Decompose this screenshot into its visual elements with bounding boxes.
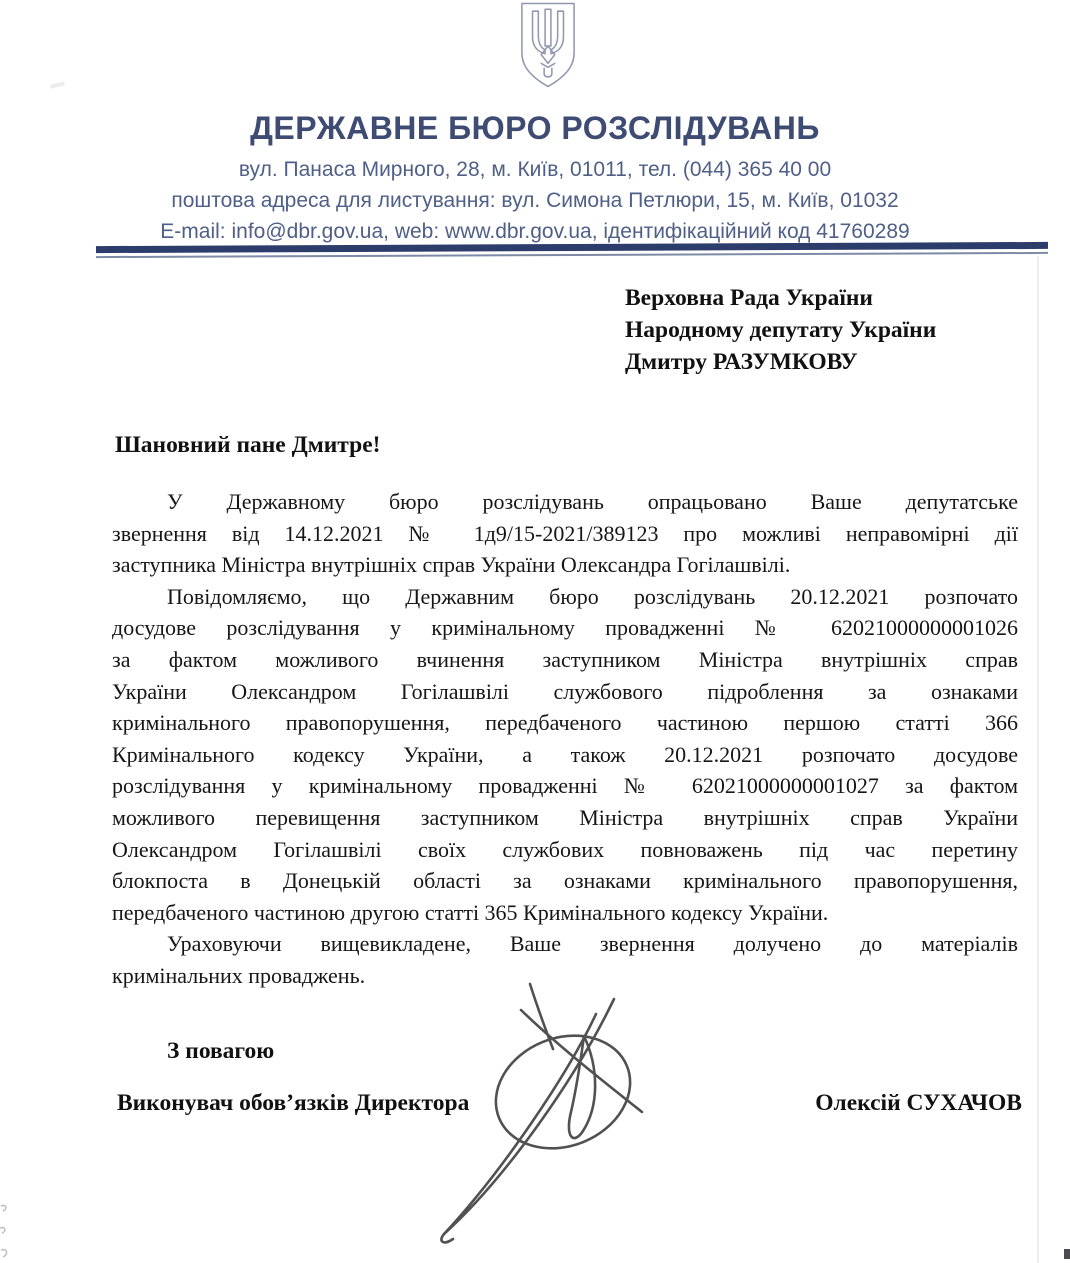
scan-artifact-vertical-line (1037, 256, 1039, 1263)
body-line: Кримінального кодексу України, а також 20.12.2021 розпочато досудове (112, 741, 1018, 767)
body-line: звернення від 14.12.2021 № 1д9/15-2021/389123 про можливі неправомірні дії (112, 520, 1018, 546)
body-line: Повідомляємо, що Державним бюро розслідувань 20.12.2021 розпочато (167, 583, 1018, 609)
body-line: досудове розслідування у кримінальному провадженні № 62021000000001026 (112, 615, 1018, 641)
regards-line: З повагою (167, 1038, 275, 1064)
letterhead (0, 0, 1070, 247)
body-line: заступника Міністра внутрішніх справ України Олександра Гогілашвілі. (112, 552, 791, 578)
contact-block (0, 154, 1070, 247)
body-line: кримінальних проваджень. (112, 962, 366, 988)
body-line: Олександром Гогілашвілі своїх службових повноважень під час перетину (112, 836, 1018, 862)
signoff-row (117, 1090, 1022, 1117)
body-line: можливого перевищення заступником Міністра внутрішніх справ України (112, 804, 1018, 830)
ukraine-trident-emblem-icon (519, 2, 577, 90)
emblem-wrap (13, 2, 1070, 95)
body-line: кримінального правопорушення, передбаченого частиною першою статті 366 (112, 710, 1018, 736)
scan-artifact-edge-mark (1064, 1249, 1070, 1259)
body-line: за фактом можливого вчинення заступником Міністра внутрішніх справ (112, 646, 1018, 672)
body-line: передбаченого частиною другою статті 365 Кримінального кодексу України. (112, 899, 829, 925)
body-line: України Олександром Гогілашвілі службового підроблення за ознаками (112, 678, 1018, 704)
body-line: Ураховуючи вищевикладене, Ваше звернення долучено до матеріалів (167, 931, 1018, 957)
recipient-block (625, 282, 936, 378)
email-line: E-mail: info@dbr.gov.ua, web: www.dbr.gov.ua, ідентифікаційний код 41760289 (160, 220, 910, 243)
org-name: ДЕРЖАВНЕ БЮРО РОЗСЛІДУВАНЬ (250, 110, 820, 146)
letter-body (112, 486, 1018, 992)
postal-line: поштова адреса для листування: вул. Симона Петлюри, 15, м. Київ, 01032 (171, 189, 899, 212)
recipient-line: Верховна Рада України (625, 285, 873, 311)
recipient-line: Дмитру РАЗУМКОВУ (625, 349, 858, 375)
body-line: У Державному бюро розслідувань опрацьовано Ваше депутатське (167, 489, 1018, 514)
signer-position: Виконувач обов’язків Директора (117, 1090, 470, 1116)
address-line: вул. Панаса Мирного, 28, м. Київ, 01011, тел. (044) 365 40 00 (238, 158, 832, 181)
signer-name: Олексій СУХАЧОВ (815, 1090, 1022, 1116)
recipient-line: Народному депутату України (625, 317, 937, 343)
body-line: розслідування у кримінальному провадженні № 62021000000001027 за фактом (112, 773, 1018, 799)
body-line: блокпоста в Донецькій області за ознаками кримінального правопорушення, (112, 868, 1018, 894)
scan-artifact-curl (0, 1200, 14, 1263)
salutation: Шановний пане Дмитре! (115, 432, 381, 458)
